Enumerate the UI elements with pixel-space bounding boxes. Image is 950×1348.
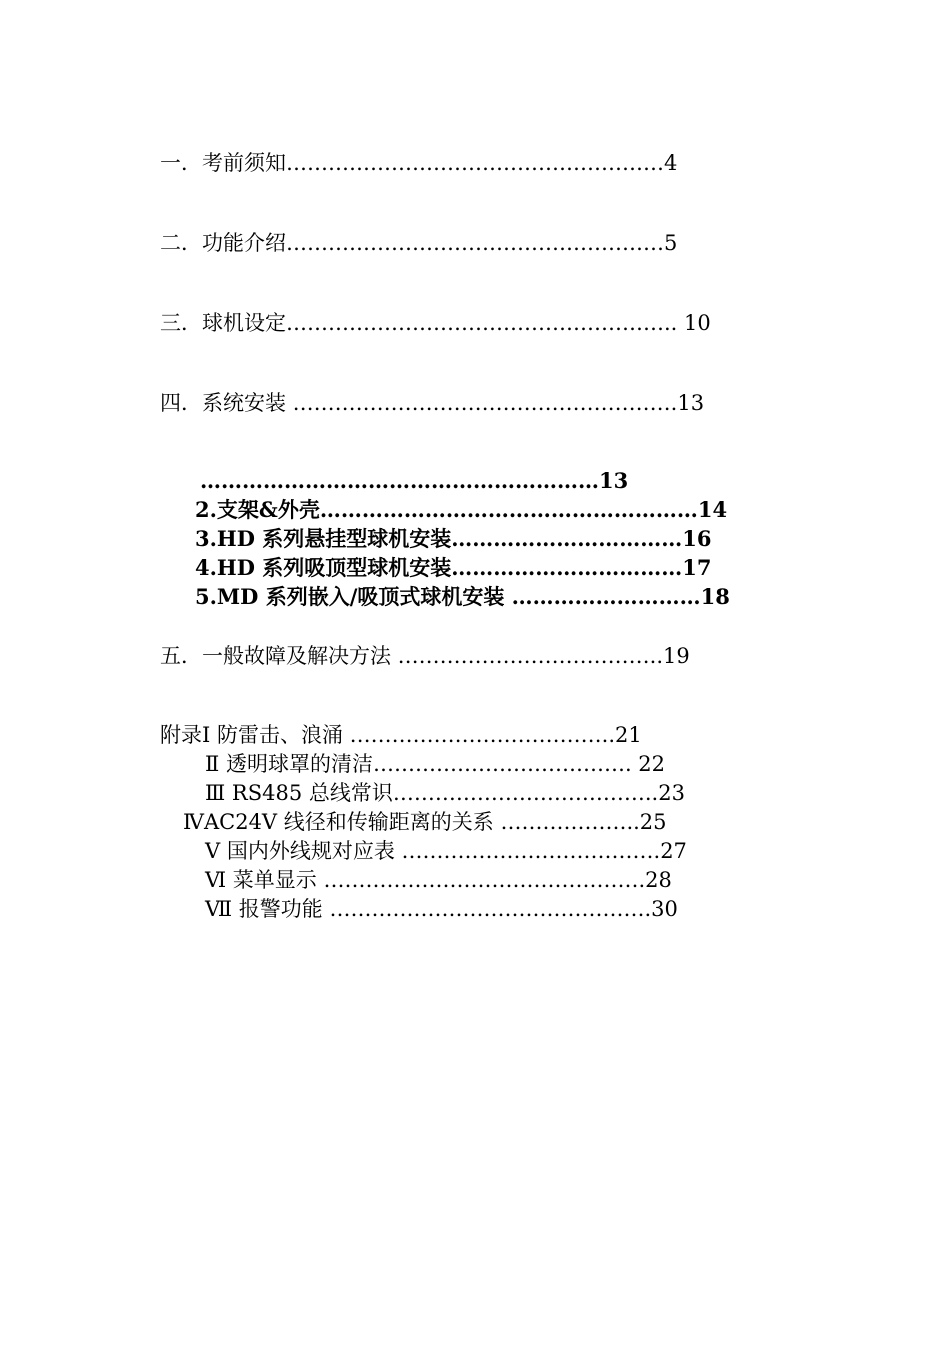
toc-entry-section-4-item-4: 4.HD 系列吸顶型球机安装……………………………17: [195, 555, 712, 580]
toc-entry-section-4-item-2: 2.支架&外壳………………………………………………14: [195, 497, 728, 522]
toc-entry-section-2: 二．功能介绍………………………………………………5: [160, 231, 678, 255]
toc-entry-section-1: 一．考前须知………………………………………………4: [160, 151, 678, 175]
toc-entry-appendix-6: Ⅵ 菜单显示 ……………………………………….28: [205, 868, 672, 892]
toc-entry-section-4-item-1: …………………………………………………13: [200, 468, 629, 493]
toc-entry-section-3: 三．球机设定……………………………………………….. 10: [160, 311, 711, 335]
toc-entry-section-4: 四．系统安装 ……………………………………………….13: [160, 391, 705, 415]
toc-entry-appendix-1: 附录Ⅰ 防雷击、浪涌 ………………………………..21: [160, 723, 642, 747]
toc-entry-appendix-5: Ⅴ 国内外线规对应表 ……………………………….27: [205, 839, 687, 863]
toc-entry-section-4-item-5: 5.MD 系列嵌入/吸顶式球机安装 ………………………18: [195, 584, 730, 609]
toc-entry-appendix-2: Ⅱ 透明球罩的清洁………………………………. 22: [205, 752, 666, 776]
toc-entry-section-5: 五．一般故障及解决方法 ………………………………..19: [160, 644, 690, 668]
toc-entry-section-4-item-3: 3.HD 系列悬挂型球机安装……………………………16: [195, 526, 712, 551]
toc-entry-appendix-7: Ⅶ 报警功能 ……………………………………….30: [205, 897, 678, 921]
toc-entry-appendix-4: ⅣAC24V 线径和传输距离的关系 ………………..25: [183, 810, 667, 834]
toc-entry-appendix-3: Ⅲ RS485 总线常识………………………………..23: [205, 781, 685, 805]
